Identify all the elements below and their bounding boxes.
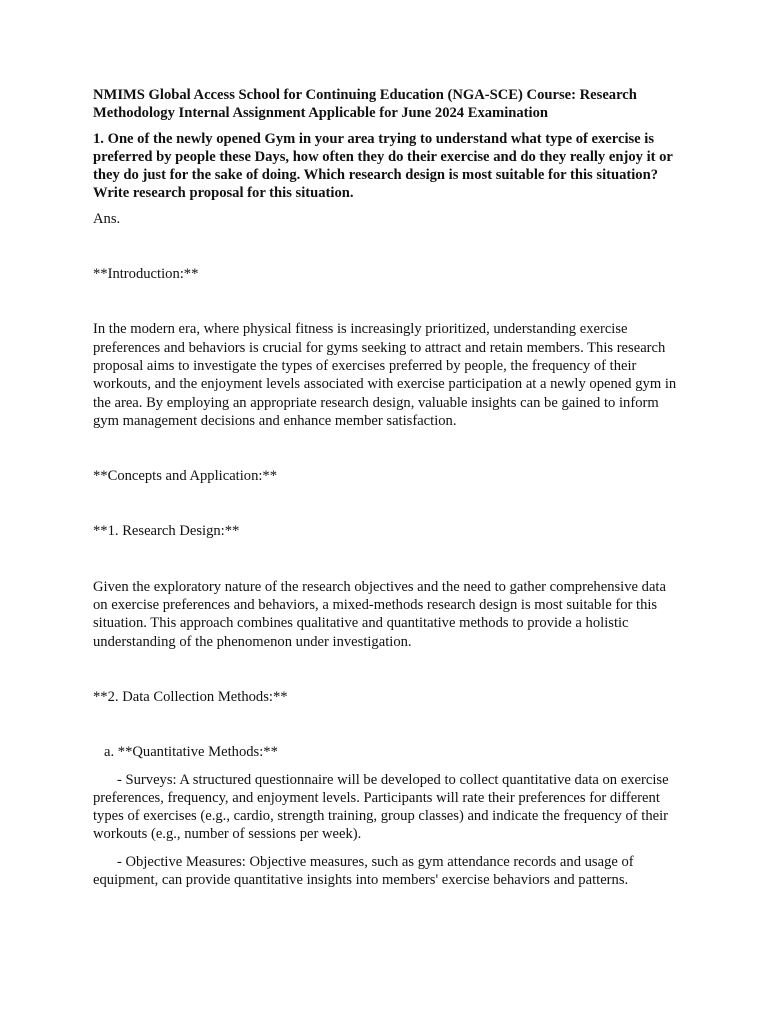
introduction-paragraph: In the modern era, where physical fitness is increasingly prioritized, understanding exercise preferences and behaviors is crucial for gyms seeking to attract and retain members. This research proposal aims to investigate the types of exercises preferred by people, the frequency of their workouts, and the enjoyment levels associated with exercise participation at a newly opened gym in the area. By employing an appropriate research design, valuable insights can be gained to inform gym management decisions and enhance member satisfaction. [93, 321, 677, 429]
research-design-heading: **1. Research Design:** [93, 523, 240, 540]
concepts-heading: **Concepts and Application:** [93, 468, 278, 485]
question-text: 1. One of the newly opened Gym in your area trying to understand what type of exercise is preferred by people these Days, how often they do their exercise and do they really enjoy it or they do just for the sake of doing. Which research design is most suitable for this situation? Write research proposal for this situation. [93, 130, 673, 202]
answer-label: Ans. [93, 210, 121, 227]
quantitative-heading: a. **Quantitative Methods:** [104, 744, 278, 761]
document-page [93, 86, 678, 889]
data-collection-heading: **2. Data Collection Methods:** [93, 688, 288, 705]
surveys-paragraph: - Surveys: A structured questionnaire will be developed to collect quantitative data on exercise preferences, frequency, and enjoyment levels. Participants will rate their preferences for different types of exercises (e.g., cardio, strength training, group classes) and indicate the frequency of their workouts (e.g., number of sessions per week). [93, 771, 669, 843]
introduction-heading: **Introduction:** [93, 266, 199, 283]
objective-measures-paragraph: - Objective Measures: Objective measures, such as gym attendance records and usage of equipment, can provide quantitative insights into members' exercise behaviors and patterns. [93, 853, 634, 889]
document-header: NMIMS Global Access School for Continuing Education (NGA-SCE) Course: Research Methodology Internal Assignment Applicable for June 2024 Examination [93, 87, 637, 122]
research-design-paragraph: Given the exploratory nature of the research objectives and the need to gather comprehensive data on exercise preferences and behaviors, a mixed-methods research design is most suitable for this situation. This approach combines qualitative and quantitative methods to provide a holistic understanding of the phenomenon under investigation. [93, 578, 666, 650]
